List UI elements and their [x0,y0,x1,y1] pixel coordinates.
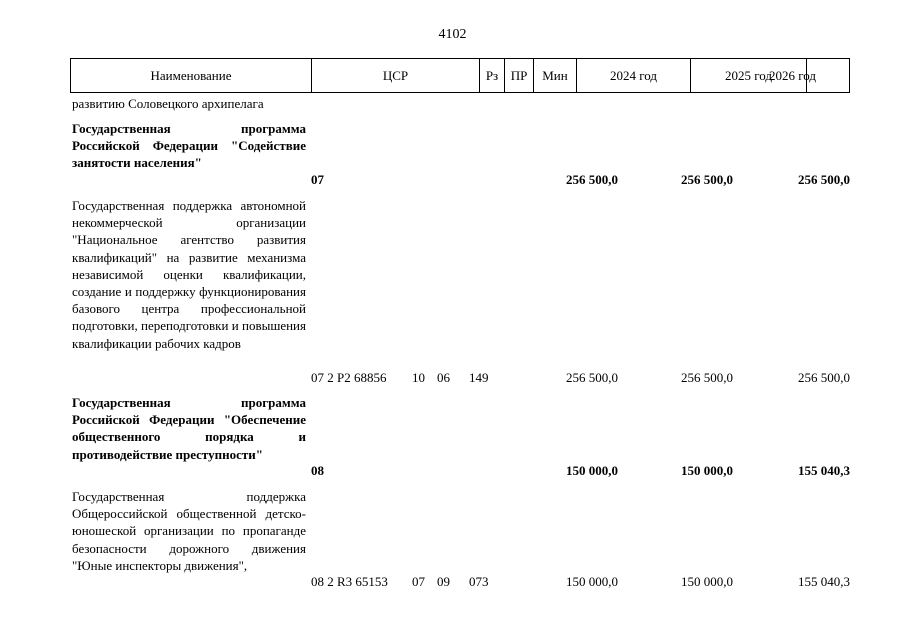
row-4-name: Государственная поддержка Общероссийской общественной детско-юношеской организации по пропаганде безопасности дорожного движения "Юные инспекторы движения", [72,489,306,573]
row-4-pr: 09 [437,574,450,589]
row-4-2026: 155 040,3 [798,574,850,589]
row-3-csr: 08 [311,463,324,478]
row-1-2026: 256 500,0 [798,172,850,187]
header-2025: 2025 год [691,59,807,92]
header-pr: ПР [505,59,534,92]
row-4-2025: 150 000,0 [681,574,733,589]
header-2024: 2024 год [577,59,691,92]
row-2-2025: 256 500,0 [681,370,733,385]
row-2-pr: 06 [437,370,450,385]
row-3-2024: 150 000,0 [566,463,618,478]
row-1-2025: 256 500,0 [681,172,733,187]
page-number: 4102 [438,27,467,42]
header-2026: 2026 год [769,67,816,83]
row-4-min: 073 [469,574,489,589]
header-rz: Рз [480,59,505,92]
row-2-rz: 10 [412,370,425,385]
row-2-name: Государственная поддержка автономной некоммерческой организации "Национальное агентство развития квалификаций" на развитие механизма независимой оценки квалификации, создание и поддержку функционирования базового центра профессиональной подготовки, переподготовки и повышения квалификации рабочих кадров [72,198,306,351]
row-4-csr: 08 2 R3 65153 [311,574,388,589]
row-2-2026: 256 500,0 [798,370,850,385]
table-header [70,58,850,93]
row-1-name: Государственная программа Российской Федерации "Содействие занятости населения" [72,121,306,171]
header-csr: ЦСР [312,59,480,92]
header-min: Мин [534,59,577,92]
row-4-rz: 07 [412,574,425,589]
row-4-2024: 150 000,0 [566,574,618,589]
row-3-2026: 155 040,3 [798,463,850,478]
row-3-name: Государственная программа Российской Федерации "Обеспечение общественного порядка и противодействие преступности" [72,395,306,462]
row-2-2024: 256 500,0 [566,370,618,385]
row-2-csr: 07 2 P2 68856 [311,370,387,385]
row-1-2024: 256 500,0 [566,172,618,187]
row-2-min: 149 [469,370,489,385]
row-1-csr: 07 [311,172,324,187]
header-name: Наименование [71,59,312,92]
row-3-2025: 150 000,0 [681,463,733,478]
row-0-name: развитию Соловецкого архипелага [72,96,264,111]
